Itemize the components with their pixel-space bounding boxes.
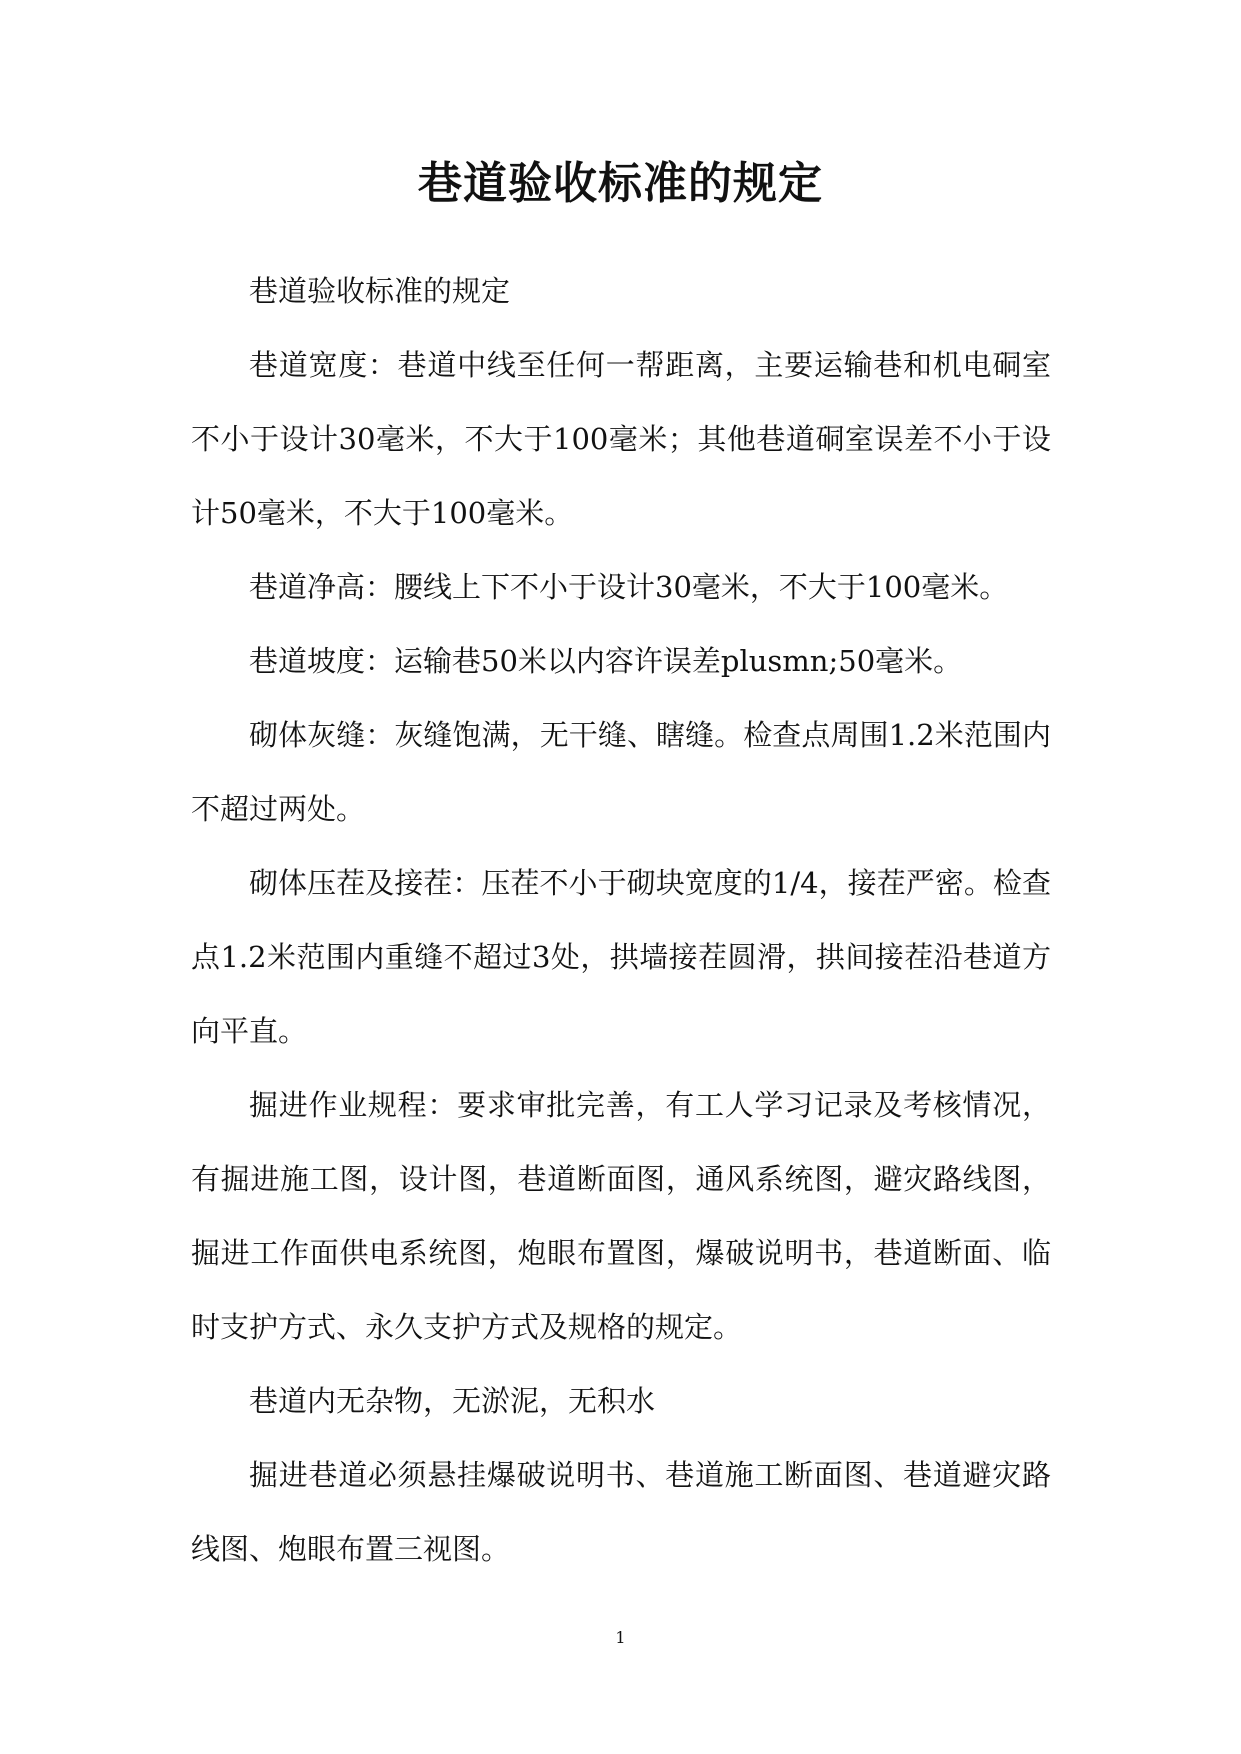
paragraph-operating-rules: 掘进作业规程：要求审批完善，有工人学习记录及考核情况，有掘进施工图，设计图，巷道断面图，通风系统图，避灾路线图，掘进工作面供电系统图，炮眼布置图，爆破说明书，巷道断面、临时支护方式、永久支护方式及规格的规定。 bbox=[191, 1088, 1051, 1344]
paragraph-subtitle: 巷道验收标准的规定 bbox=[249, 274, 511, 308]
page-number: 1 bbox=[615, 1628, 626, 1647]
document-title: 巷道验收标准的规定 bbox=[418, 158, 823, 209]
document-body bbox=[191, 254, 1051, 1586]
paragraph-tunnel-clean: 巷道内无杂物，无淤泥，无积水 bbox=[249, 1384, 656, 1418]
paragraph-tunnel-slope: 巷道坡度：运输巷50米以内容许误差plusmn;50毫米。 bbox=[249, 644, 963, 678]
paragraph-tunnel-height: 巷道净高：腰线上下不小于设计30毫米，不大于100毫米。 bbox=[249, 570, 1009, 604]
paragraph-masonry-overlap: 砌体压茬及接茬：压茬不小于砌块宽度的1/4，接茬严密。检查点1.2米范围内重缝不超过3处，拱墙接茬圆滑，拱间接茬沿巷道方向平直。 bbox=[191, 866, 1051, 1048]
paragraph-posting-requirements: 掘进巷道必须悬挂爆破说明书、巷道施工断面图、巷道避灾路线图、炮眼布置三视图。 bbox=[191, 1458, 1051, 1566]
paragraph-masonry-joints: 砌体灰缝：灰缝饱满，无干缝、瞎缝。检查点周围1.2米范围内不超过两处。 bbox=[191, 718, 1051, 826]
paragraph-tunnel-width: 巷道宽度：巷道中线至任何一帮距离，主要运输巷和机电硐室不小于设计30毫米，不大于100毫米；其他巷道硐室误差不小于设计50毫米，不大于100毫米。 bbox=[191, 348, 1051, 530]
